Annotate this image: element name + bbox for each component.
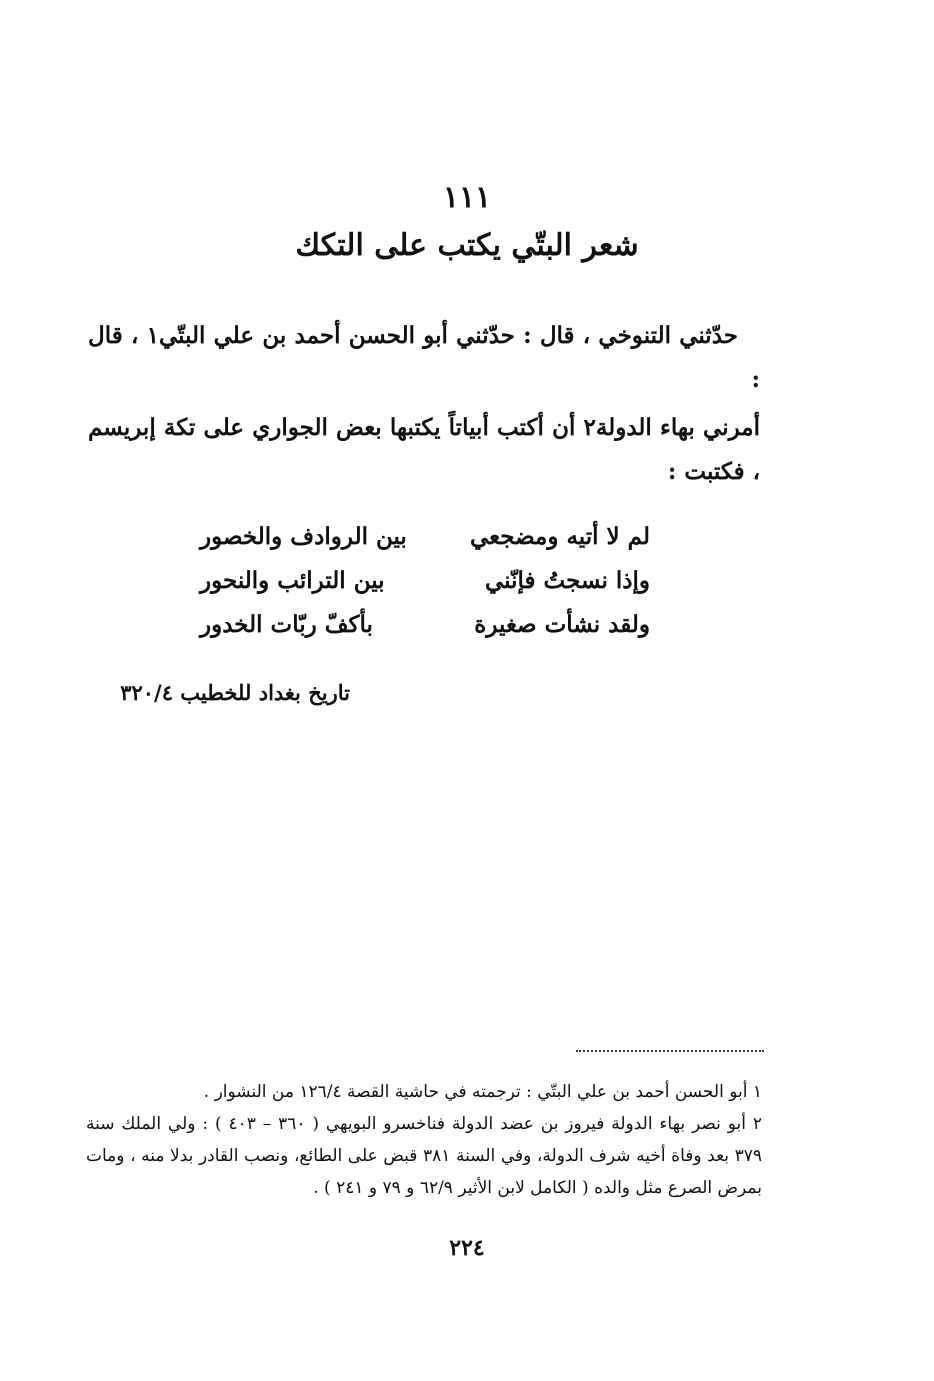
verse-line — [200, 559, 650, 603]
verse-line — [200, 603, 650, 647]
footnote: ١ أبو الحسن أحمد بن علي البتّي : ترجمته في حاشية القصة ١٢٦/٤ من النشوار . — [203, 1082, 762, 1102]
verse-second-hemistich: بأكفّ ربّات الخدور — [200, 611, 373, 638]
footnotes — [86, 1076, 762, 1204]
story-title: شعر البتّي يكتب على التكك — [295, 228, 639, 263]
poem-verses — [200, 515, 650, 647]
story-number: ١١١ — [442, 180, 492, 215]
story-body — [88, 314, 760, 494]
verse-first-hemistich: ولقد نشأت صغيرة — [474, 611, 650, 638]
verse-line — [200, 515, 650, 559]
verse-second-hemistich: بين الروادف والخصور — [200, 523, 407, 550]
narration-paragraph: حدّثني التنوخي ، قال : حدّثني أبو الحسن أحمد بن علي البتّي١ ، قال : — [88, 322, 760, 393]
verse-second-hemistich: بين الترائب والنحور — [200, 567, 385, 594]
footnote: ٢ أبو نصر بهاء الدولة فيروز بن عضد الدولة فناخسرو البويهي ( ٣٦٠ – ٤٠٣ ) : ولي الملك سنة ٣٧٩ بعد وفاة أخيه شرف الدولة، وفي السنة ٣٨١ قبض على الطائع، ونصب القادر بدلا منه ، ومات بمرض الصرع مثل والده ( الكامل لابن الأثير ٦٢/٩ و ٧٩ و ٢٤١ ) . — [86, 1114, 762, 1198]
footnote-separator — [576, 1050, 764, 1052]
verse-first-hemistich: وإذا نسجتُ فإنّني — [484, 567, 650, 594]
narration-paragraph: أمرني بهاء الدولة٢ أن أكتب أبياتاً يكتبها بعض الجواري على تكة إبريسم ، فكتبت : — [88, 414, 760, 485]
verse-first-hemistich: لم لا أتيه ومضجعي — [469, 523, 650, 550]
source-reference: تاريخ بغداد للخطيب ٣٢٠/٤ — [120, 680, 350, 705]
page-number: ٢٢٤ — [449, 1235, 485, 1261]
